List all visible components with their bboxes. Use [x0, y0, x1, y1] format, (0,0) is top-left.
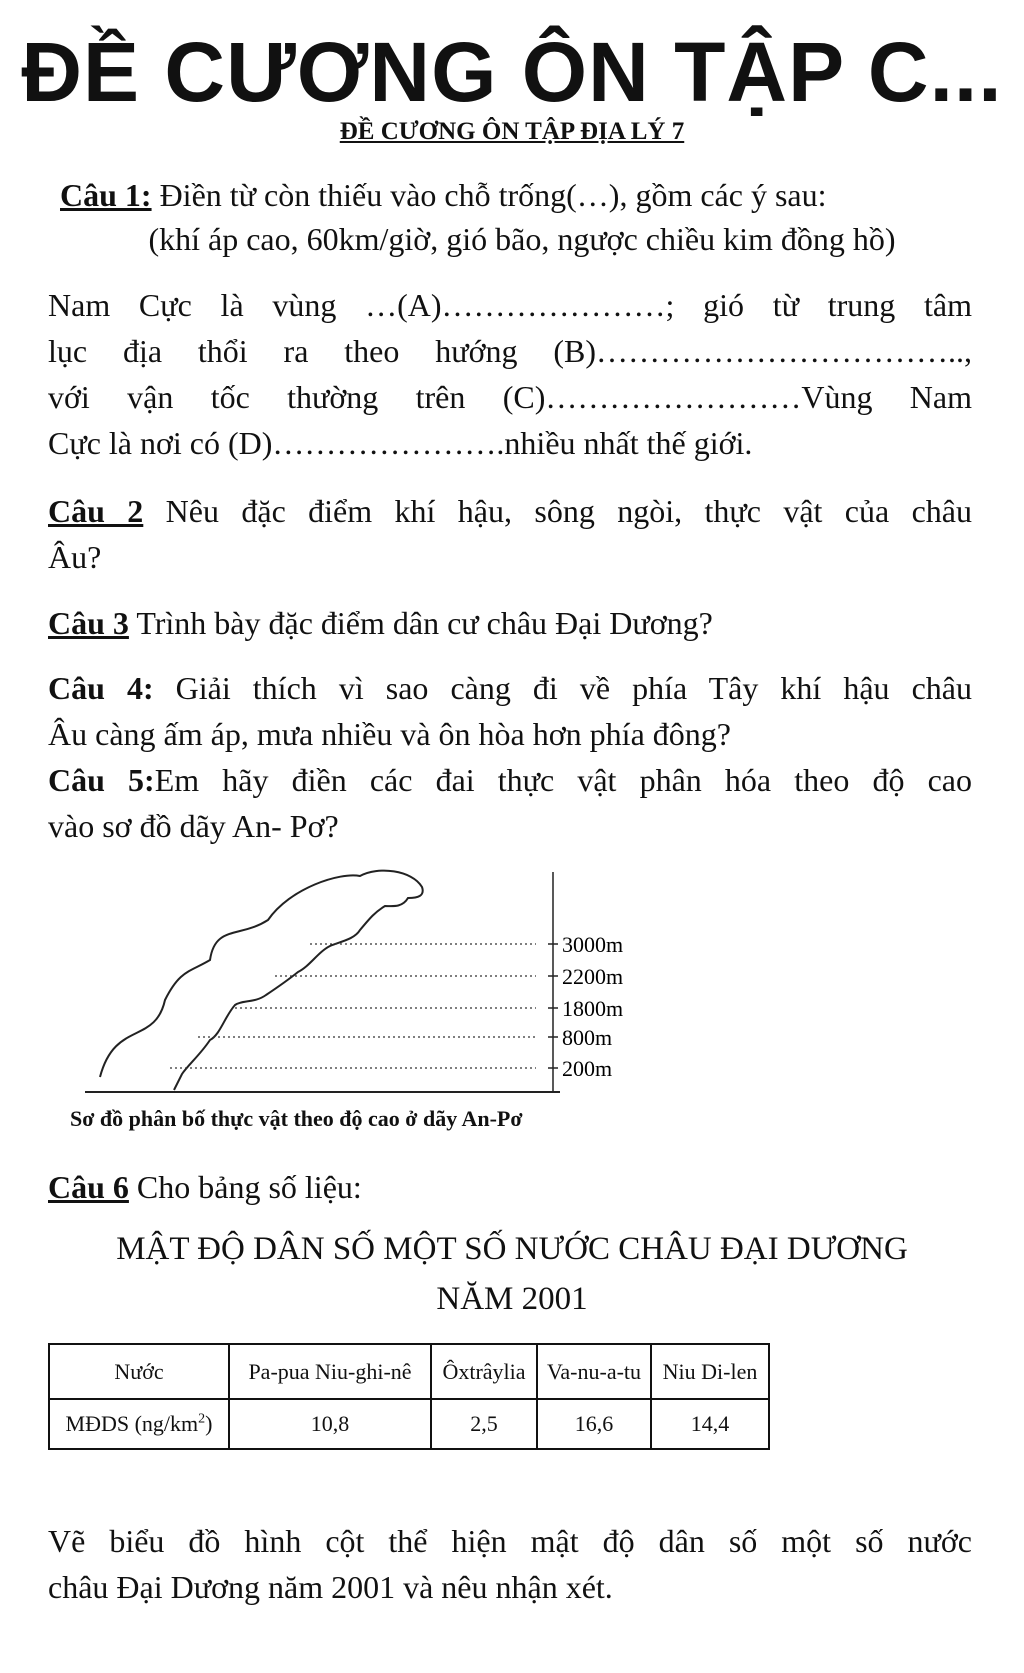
diagram-caption: Sơ đồ phân bố thực vật theo độ cao ở dãy An-Pơ	[70, 1106, 523, 1131]
row-label-text: MĐDS (ng/km	[65, 1411, 199, 1436]
q5-text-1: Em hãy điền các đai thực vật phân hóa theo độ cao	[154, 762, 973, 798]
density-table	[48, 1343, 770, 1450]
q1-heading	[60, 172, 980, 218]
level-label-2200: 2200m	[562, 964, 624, 989]
mountain-outline	[100, 871, 423, 1090]
table-country: Pa-pua Niu-ghi-nê	[229, 1344, 431, 1399]
q3-text: Trình bày đặc điểm dân cư châu Đại Dương?	[128, 605, 713, 641]
table-country: Ôxtrâylia	[431, 1344, 537, 1399]
q6-label: Câu 6	[48, 1169, 129, 1205]
table-country: Va-nu-a-tu	[537, 1344, 651, 1399]
table-value: 10,8	[229, 1399, 431, 1449]
table-value: 2,5	[431, 1399, 537, 1449]
table-value: 14,4	[651, 1399, 769, 1449]
page-title: ĐỀ CƯƠNG ÔN TẬP C...	[21, 25, 1003, 119]
table-header-label: Nước	[49, 1344, 229, 1399]
level-label-200: 200m	[562, 1056, 613, 1081]
level-label-3000: 3000m	[562, 932, 624, 957]
q1-options: (khí áp cao, 60km/giờ, gió bão, ngược chiều kim đồng hồ)	[148, 221, 896, 257]
level-label-800: 800m	[562, 1025, 613, 1050]
q1-text: Điền từ còn thiếu vào chỗ trống(…), gồm các ý sau:	[151, 177, 827, 213]
q6-task-line-1: Vẽ biểu đồ hình cột thể hiện mật độ dân số một số nước	[48, 1523, 972, 1559]
level-label-1800: 1800m	[562, 996, 624, 1021]
table-row-label	[49, 1399, 229, 1449]
q5-line-1	[48, 757, 972, 803]
q3-line	[48, 600, 972, 646]
q6-task-line-2: châu Đại Dương năm 2001 và nêu nhận xét.	[48, 1569, 613, 1605]
q6-text: Cho bảng số liệu:	[128, 1169, 362, 1205]
q2-text-1: Nêu đặc điểm khí hậu, sông ngòi, thực vật của châu	[143, 493, 973, 529]
q4-line-2: Âu càng ấm áp, mưa nhiều và ôn hòa hơn phía đông?	[48, 716, 731, 752]
table-title-2: NĂM 2001	[436, 1281, 588, 1317]
q1-line-1: Nam Cực là vùng …(A)…………………; gió từ trung tâm	[48, 287, 972, 323]
q5-label: Câu 5:	[48, 762, 155, 798]
q4-label: Câu 4:	[48, 670, 154, 706]
table-country: Niu Di-len	[651, 1344, 769, 1399]
table-data-row	[49, 1399, 769, 1449]
q2-line-1	[48, 488, 972, 534]
q4-text-1: Giải thích vì sao càng đi về phía Tây khí hậu châu	[153, 670, 973, 706]
q6-line	[48, 1164, 972, 1210]
q1-line-2: lục địa thổi ra theo hướng (B)……………………………..,	[48, 333, 972, 369]
q5-line-2: vào sơ đồ dãy An- Pơ?	[48, 808, 339, 844]
q2-label: Câu 2	[48, 493, 144, 529]
q1-label: Câu 1:	[60, 177, 152, 213]
q4-line-1	[48, 665, 972, 711]
table-title-1: MẬT ĐỘ DÂN SỐ MỘT SỐ NƯỚC CHÂU ĐẠI DƯƠNG	[116, 1231, 908, 1267]
table-value: 16,6	[537, 1399, 651, 1449]
q3-label: Câu 3	[48, 605, 129, 641]
q1-line-3: với vận tốc thường trên (C)……………………Vùng Nam	[48, 379, 972, 415]
alps-vegetation-diagram	[40, 860, 680, 1130]
q2-line-2: Âu?	[48, 539, 102, 575]
q1-line-4: Cực là nơi có (D)………………….nhiều nhất thế giới.	[48, 425, 753, 461]
table-header-row	[49, 1344, 769, 1399]
row-label-end: )	[205, 1411, 213, 1436]
row-label-sup: 2	[198, 1411, 206, 1427]
document-subtitle: ĐỀ CƯƠNG ÔN TẬP ĐỊA LÝ 7	[339, 118, 685, 145]
